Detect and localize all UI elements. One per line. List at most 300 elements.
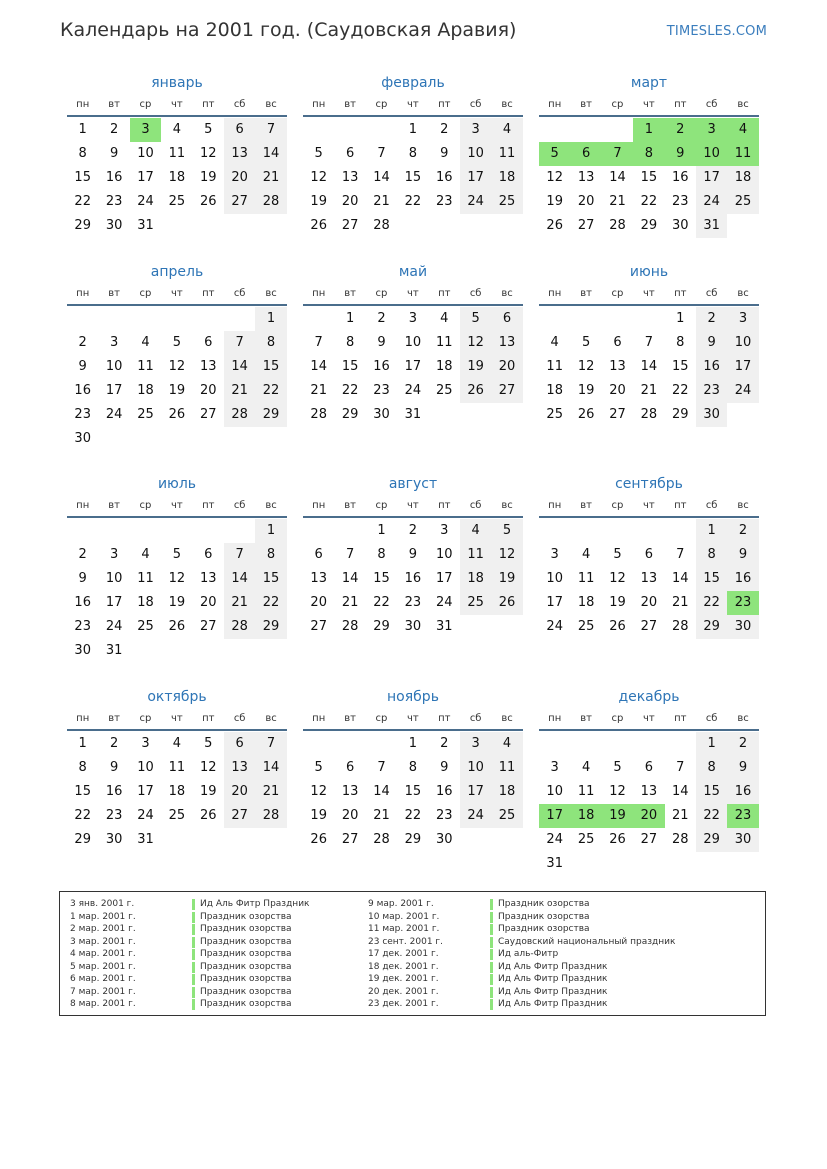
day-cell: 8 (78, 146, 87, 161)
day-cell: 17 (105, 595, 123, 610)
day-cell: 26 (199, 194, 217, 209)
empty-day-cell (539, 519, 570, 543)
weekday-header (67, 282, 287, 306)
day-cell: 19 (460, 355, 491, 379)
weekday-label: чт (643, 288, 655, 299)
weekday-label: вс (501, 99, 513, 110)
day-cell: 29 (74, 832, 91, 847)
weekday-label: ср (611, 713, 624, 724)
holiday-name: Праздник озорства (200, 924, 292, 934)
day-cell: 7 (377, 146, 386, 161)
day-cell: 9 (78, 359, 87, 374)
day-cell: 30 (373, 407, 390, 422)
day-cell: 22 (341, 383, 359, 398)
day-cell: 10 (460, 756, 491, 780)
weekday-label: ср (611, 500, 624, 511)
holiday-color-marker (490, 912, 493, 923)
day-cell: 27 (341, 218, 359, 233)
day-cell: 9 (408, 547, 417, 562)
day-cell: 4 (440, 311, 449, 326)
weekday-label: вс (265, 713, 277, 724)
holiday-date: 10 мар. 2001 г. (368, 911, 440, 922)
day-cell: 27 (577, 218, 595, 233)
day-cell: 19 (310, 194, 327, 209)
day-grid (67, 518, 287, 663)
day-cell: 24 (404, 383, 422, 398)
day-cell: 19 (199, 170, 217, 185)
weekday-label: вс (737, 713, 749, 724)
day-cell: 26 (491, 591, 522, 615)
day-cell: 7 (345, 547, 355, 562)
empty-day-cell (334, 118, 365, 142)
weekday-label: вт (344, 713, 356, 724)
day-cell: 10 (105, 571, 123, 586)
day-grid (67, 117, 287, 238)
day-cell: 16 (435, 170, 453, 185)
day-cell: 12 (310, 784, 327, 799)
day-cell: 5 (314, 146, 323, 161)
legend-row (70, 998, 309, 1011)
day-cell: 17 (137, 784, 154, 799)
day-cell: 30 (727, 828, 758, 852)
weekday-label: пт (438, 288, 451, 299)
holiday-name: Праздник озорства (200, 999, 292, 1009)
day-cell: 28 (671, 619, 689, 634)
day-cell: 18 (577, 595, 595, 610)
day-cell: 4 (581, 547, 591, 562)
day-cell: 24 (546, 619, 563, 634)
day-cell: 29 (404, 832, 422, 847)
day-cell: 15 (671, 359, 689, 374)
day-cell: 23 (727, 591, 758, 615)
day-cell: 25 (546, 407, 563, 422)
day-cell: 1 (408, 122, 417, 137)
empty-day-cell (539, 307, 570, 331)
month-name: июль (157, 476, 197, 492)
day-cell: 31 (546, 856, 563, 871)
day-cell: 23 (727, 804, 758, 828)
weekday-label: пт (202, 500, 215, 511)
weekday-label: сб (233, 500, 246, 511)
holiday-name: Ид аль-Фитр (498, 949, 559, 959)
empty-day-cell (303, 732, 334, 756)
weekday-header (303, 282, 523, 306)
holiday-name: Праздник озорства (200, 961, 292, 972)
day-cell: 15 (404, 170, 422, 185)
day-cell: 4 (172, 122, 181, 137)
day-cell: 30 (671, 218, 689, 233)
day-cell: 9 (665, 142, 696, 166)
holiday-legend (59, 891, 766, 1016)
day-cell: 14 (671, 571, 689, 586)
day-cell: 22 (74, 808, 91, 823)
day-cell: 16 (435, 784, 453, 799)
day-grid (303, 518, 523, 639)
day-cell: 25 (491, 804, 522, 828)
weekday-label: сб (469, 99, 482, 110)
weekday-label: пт (438, 500, 451, 511)
day-cell: 10 (460, 142, 491, 166)
day-cell: 22 (255, 379, 286, 403)
weekday-label: вс (265, 500, 277, 511)
day-cell: 5 (460, 307, 491, 331)
day-grid (67, 306, 287, 451)
day-cell: 24 (696, 190, 727, 214)
day-cell: 28 (609, 218, 626, 233)
weekday-label: сб (705, 288, 718, 299)
weekday-label: вт (344, 500, 356, 511)
day-cell: 12 (310, 170, 327, 185)
day-cell: 24 (435, 595, 453, 610)
day-cell: 30 (696, 403, 727, 427)
day-cell: 19 (491, 567, 522, 591)
holiday-name: Праздник озорства (498, 911, 590, 922)
holiday-date: 6 мар. 2001 г. (70, 974, 136, 984)
empty-day-cell (602, 118, 633, 142)
day-cell: 1 (78, 736, 87, 751)
empty-day-cell (224, 307, 255, 331)
day-cell: 28 (255, 804, 286, 828)
day-cell: 22 (671, 383, 689, 398)
day-cell: 1 (377, 523, 386, 538)
day-cell: 7 (676, 760, 685, 775)
day-grid (303, 731, 523, 852)
day-cell: 9 (440, 760, 449, 775)
holiday-name: Праздник озорства (200, 974, 292, 984)
day-cell: 13 (199, 359, 217, 374)
day-cell: 6 (314, 547, 323, 562)
day-cell: 10 (546, 571, 563, 586)
day-cell: 8 (633, 142, 664, 166)
day-cell: 26 (168, 407, 186, 422)
day-cell: 21 (255, 780, 286, 804)
day-cell: 29 (373, 619, 390, 634)
day-cell: 2 (109, 122, 119, 137)
holiday-date: 23 дек. 2001 г. (368, 999, 439, 1009)
holiday-color-marker (490, 987, 493, 998)
day-cell: 24 (137, 194, 154, 209)
day-cell: 23 (105, 194, 123, 209)
day-cell: 11 (546, 359, 563, 374)
day-cell: 5 (204, 736, 213, 751)
weekday-header (67, 93, 287, 117)
weekday-label: пн (548, 99, 562, 110)
day-cell: 9 (696, 331, 727, 355)
day-cell: 14 (341, 571, 359, 586)
month-4 (67, 262, 287, 451)
weekday-label: пн (312, 713, 326, 724)
day-cell: 9 (377, 335, 386, 350)
day-cell: 12 (609, 784, 626, 799)
weekday-label: пн (312, 99, 326, 110)
weekday-label: ср (611, 99, 624, 110)
weekday-label: пт (674, 99, 687, 110)
day-cell: 21 (255, 166, 286, 190)
weekday-label: сб (705, 500, 718, 511)
day-cell: 21 (341, 595, 359, 610)
holiday-color-marker (490, 974, 493, 985)
empty-day-cell (602, 732, 633, 756)
day-cell: 27 (640, 832, 658, 847)
day-cell: 19 (602, 804, 633, 828)
day-cell: 19 (609, 595, 626, 610)
weekday-label: ср (375, 713, 388, 724)
day-cell: 30 (74, 431, 91, 446)
day-cell: 18 (137, 383, 154, 398)
holiday-name: Праздник озорства (200, 986, 292, 997)
day-cell: 28 (224, 615, 255, 639)
empty-day-cell (570, 519, 601, 543)
day-cell: 5 (613, 547, 622, 562)
day-cell: 25 (168, 194, 186, 209)
weekday-label: ср (375, 288, 388, 299)
holiday-date: 2 мар. 2001 г. (70, 924, 136, 934)
weekday-header (67, 707, 287, 731)
day-cell: 11 (727, 142, 758, 166)
day-cell: 14 (255, 756, 286, 780)
day-cell: 8 (408, 146, 417, 161)
holiday-name: Праздник озорства (200, 936, 292, 947)
day-cell: 22 (74, 194, 91, 209)
legend-row (70, 973, 309, 986)
weekday-label: вс (737, 500, 749, 511)
empty-day-cell (570, 118, 601, 142)
day-cell: 12 (168, 359, 186, 374)
day-cell: 25 (727, 190, 758, 214)
day-grid (67, 731, 287, 852)
day-cell: 31 (404, 407, 422, 422)
day-cell: 15 (696, 780, 727, 804)
day-cell: 24 (460, 804, 491, 828)
day-cell: 24 (137, 808, 154, 823)
day-cell: 27 (491, 379, 522, 403)
day-cell: 17 (696, 166, 727, 190)
empty-day-cell (334, 519, 365, 543)
day-cell: 21 (671, 808, 689, 823)
month-name: декабрь (618, 689, 680, 705)
day-cell: 15 (373, 571, 390, 586)
weekday-label: чт (171, 713, 183, 724)
weekday-label: ср (139, 500, 152, 511)
day-cell: 7 (314, 335, 323, 350)
day-cell: 21 (609, 194, 626, 209)
day-cell: 9 (727, 543, 758, 567)
holiday-name: Ид Аль Фитр Праздник (498, 986, 608, 997)
weekday-label: чт (407, 713, 419, 724)
legend-row (368, 998, 675, 1011)
day-cell: 1 (78, 122, 87, 137)
holiday-color-marker (192, 999, 195, 1010)
day-cell: 28 (224, 403, 255, 427)
holiday-name: Ид Аль Фитр Праздник (200, 899, 310, 909)
day-cell: 11 (435, 335, 453, 350)
day-cell: 6 (345, 760, 355, 775)
day-cell: 10 (727, 331, 758, 355)
weekday-header (303, 93, 523, 117)
day-cell: 20 (341, 194, 359, 209)
day-cell: 15 (74, 170, 91, 185)
day-grid (539, 117, 759, 238)
empty-day-cell (224, 519, 255, 543)
day-cell: 11 (577, 784, 595, 799)
day-cell: 15 (255, 567, 286, 591)
day-cell: 8 (696, 756, 727, 780)
legend-row (368, 911, 675, 924)
day-cell: 2 (78, 547, 87, 562)
day-cell: 5 (581, 335, 591, 350)
day-cell: 14 (671, 784, 689, 799)
month-name: апрель (150, 264, 204, 280)
day-cell: 30 (74, 643, 91, 658)
day-grid (539, 518, 759, 639)
day-cell: 20 (224, 166, 255, 190)
weekday-label: пн (312, 288, 326, 299)
empty-day-cell (570, 307, 601, 331)
site-link[interactable]: TIMESLES.COM (666, 24, 767, 39)
day-cell: 15 (404, 784, 422, 799)
holiday-date: 8 мар. 2001 г. (70, 999, 136, 1009)
day-cell: 11 (577, 571, 595, 586)
weekday-label: чт (643, 500, 655, 511)
day-cell: 17 (460, 780, 491, 804)
legend-row (368, 898, 675, 911)
weekday-header (303, 707, 523, 731)
day-cell: 20 (633, 804, 664, 828)
day-cell: 28 (255, 190, 286, 214)
day-cell: 25 (491, 190, 522, 214)
day-cell: 4 (141, 547, 150, 562)
holiday-name: Саудовский национальный праздник (498, 936, 676, 947)
weekday-label: сб (469, 288, 482, 299)
day-cell: 7 (602, 142, 633, 166)
month-name: сентябрь (615, 476, 683, 492)
weekday-label: вт (108, 713, 120, 724)
day-cell: 7 (255, 732, 286, 756)
day-cell: 1 (255, 307, 286, 331)
month-name: январь (151, 75, 203, 91)
holiday-name: Ид Аль Фитр Праздник (498, 974, 608, 984)
day-cell: 8 (696, 543, 727, 567)
day-cell: 13 (310, 571, 327, 586)
day-cell: 14 (310, 359, 327, 374)
day-cell: 18 (137, 595, 154, 610)
weekday-label: вт (108, 288, 120, 299)
day-cell: 8 (78, 760, 87, 775)
day-cell: 31 (435, 619, 453, 634)
day-cell: 20 (199, 383, 217, 398)
day-cell: 16 (671, 170, 689, 185)
day-cell: 28 (671, 832, 689, 847)
holiday-color-marker (490, 924, 493, 935)
empty-day-cell (98, 307, 129, 331)
day-cell: 18 (491, 780, 522, 804)
day-cell: 22 (373, 595, 390, 610)
empty-day-cell (161, 519, 192, 543)
legend-row (368, 936, 675, 949)
day-cell: 27 (224, 190, 255, 214)
day-cell: 14 (609, 170, 626, 185)
day-cell: 10 (105, 359, 123, 374)
day-cell: 15 (341, 359, 359, 374)
day-cell: 27 (609, 407, 626, 422)
day-cell: 8 (676, 335, 685, 350)
day-cell: 31 (137, 832, 154, 847)
holiday-color-marker (490, 949, 493, 960)
day-cell: 22 (640, 194, 658, 209)
day-cell: 21 (373, 808, 390, 823)
day-cell: 12 (609, 571, 626, 586)
day-cell: 23 (404, 595, 422, 610)
day-cell: 4 (141, 335, 150, 350)
day-cell: 18 (168, 784, 186, 799)
weekday-label: пн (76, 500, 90, 511)
holiday-name: Ид Аль Фитр Праздник (498, 961, 608, 972)
day-cell: 7 (377, 760, 386, 775)
weekday-label: вс (501, 500, 513, 511)
month-name: май (398, 264, 428, 280)
day-cell: 23 (74, 619, 91, 634)
day-cell: 3 (109, 335, 119, 350)
day-cell: 14 (640, 359, 658, 374)
weekday-label: вс (737, 288, 749, 299)
weekday-label: пт (438, 99, 451, 110)
day-cell: 3 (141, 736, 150, 751)
day-cell: 10 (696, 142, 727, 166)
day-cell: 29 (696, 828, 727, 852)
holiday-date: 20 дек. 2001 г. (368, 986, 439, 997)
day-cell: 1 (408, 736, 417, 751)
empty-day-cell (193, 519, 224, 543)
day-cell: 1 (676, 311, 685, 326)
day-cell: 30 (404, 619, 422, 634)
day-cell: 17 (460, 166, 491, 190)
holiday-color-marker (192, 924, 195, 935)
day-cell: 21 (373, 194, 390, 209)
day-cell: 8 (345, 335, 355, 350)
empty-day-cell (539, 118, 570, 142)
holiday-name: Праздник озорства (200, 949, 292, 959)
weekday-label: вс (501, 288, 513, 299)
weekday-label: вт (344, 99, 356, 110)
day-cell: 27 (310, 619, 327, 634)
weekday-label: ср (611, 288, 624, 299)
legend-row (70, 911, 309, 924)
day-cell: 25 (460, 591, 491, 615)
day-cell: 23 (435, 194, 453, 209)
legend-row (70, 936, 309, 949)
empty-day-cell (366, 732, 397, 756)
day-cell: 2 (696, 307, 727, 331)
day-cell: 3 (130, 118, 161, 142)
weekday-label: вт (580, 500, 592, 511)
weekday-label: ср (139, 99, 152, 110)
day-cell: 22 (255, 591, 286, 615)
day-cell: 18 (727, 166, 758, 190)
day-cell: 10 (137, 760, 154, 775)
month-name: февраль (381, 75, 445, 91)
day-cell: 20 (341, 808, 359, 823)
day-cell: 14 (224, 567, 255, 591)
day-cell: 26 (460, 379, 491, 403)
day-cell: 23 (696, 379, 727, 403)
day-cell: 25 (137, 619, 154, 634)
day-cell: 27 (199, 407, 217, 422)
day-cell: 13 (341, 170, 359, 185)
day-grid (539, 731, 759, 876)
day-cell: 13 (491, 331, 522, 355)
day-cell: 19 (199, 784, 217, 799)
weekday-label: вс (265, 99, 277, 110)
